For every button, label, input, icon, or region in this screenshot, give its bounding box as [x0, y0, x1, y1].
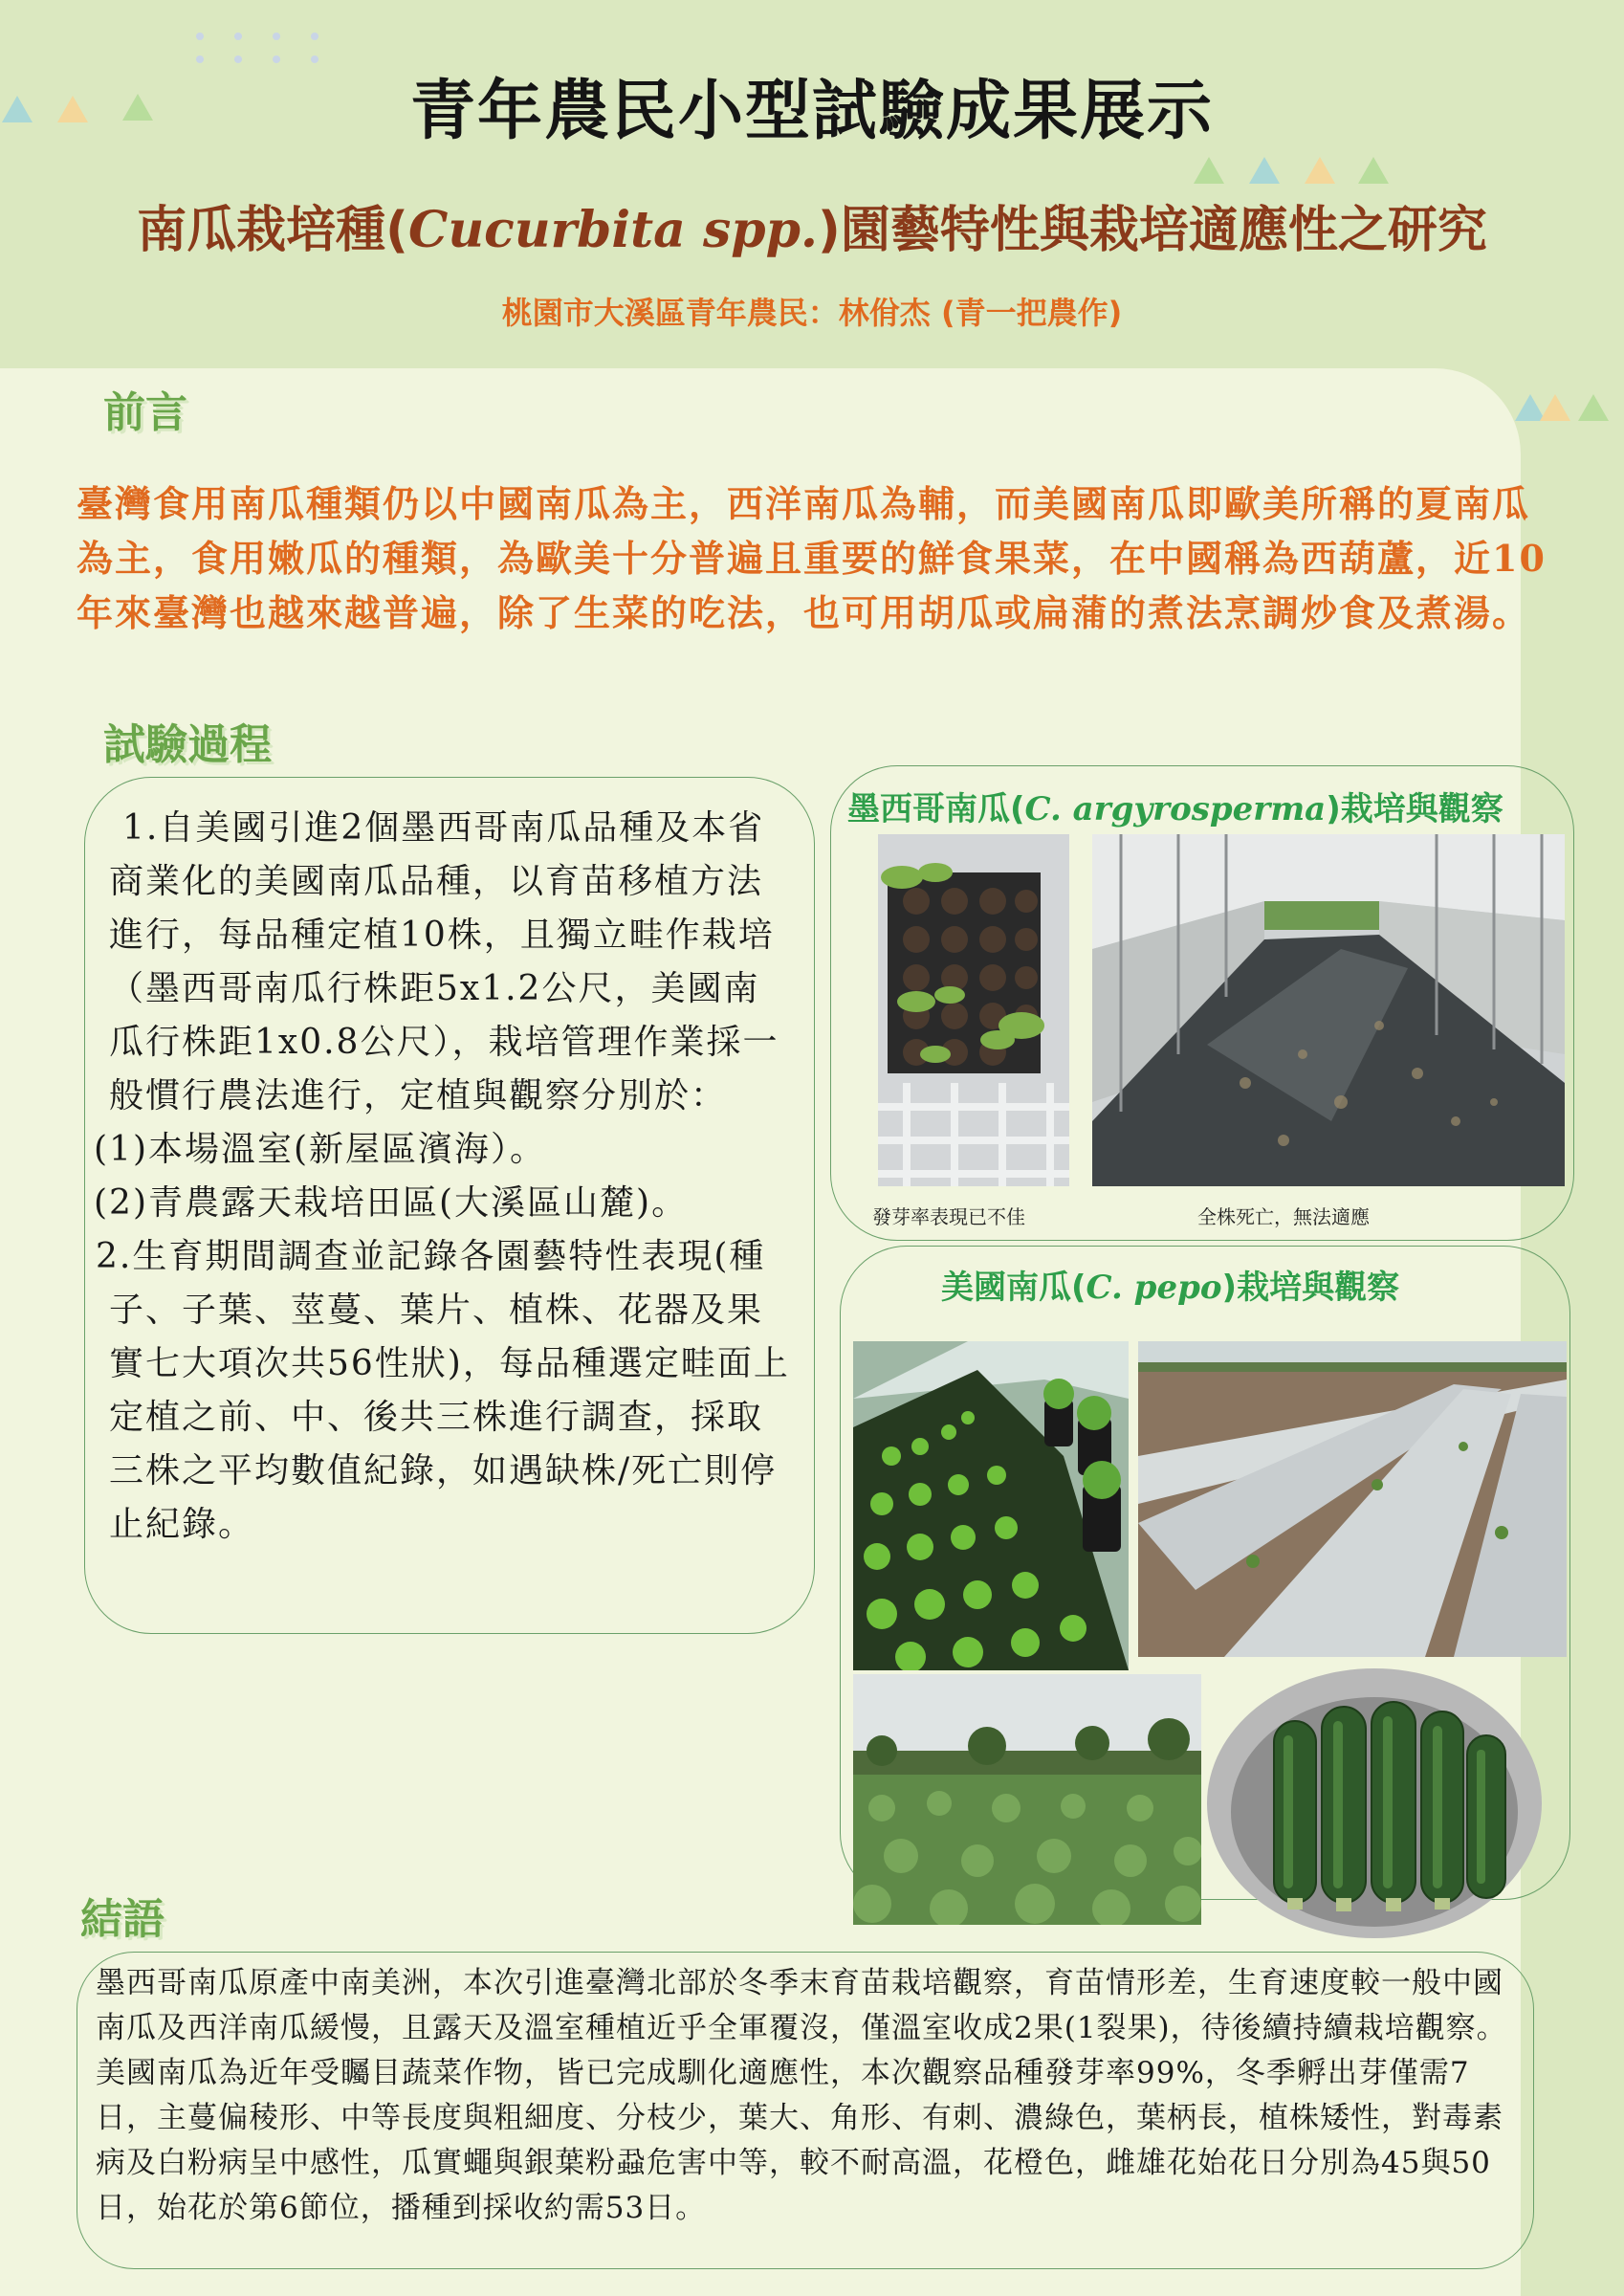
mexican-caption-left: 發芽率表現已不佳 [872, 1205, 1025, 1228]
decor-dot [311, 33, 318, 40]
process-item: (1)本場溫室(新屋區濱海）。 [94, 1130, 547, 1169]
mexican-heading: 墨西哥南瓜(C. argyrosperma)栽培與觀察 [847, 790, 1503, 828]
greenhouse-photo [1092, 834, 1565, 1186]
decor-dot [196, 33, 204, 40]
process-item: 2.生育期間調查並記錄各園藝特性表現(種子、子葉、莖蔓、葉片、植株、花器及果實七大項次共56性狀)，每品種選定畦面上定植之前、中、後共三株進行調查，採取三株之平均數值紀錄，如遇缺株/死亡則停止紀錄。 [96, 1237, 790, 1544]
mulched-beds-photo [1138, 1341, 1567, 1657]
open-field-photo [853, 1674, 1201, 1925]
intro-heading: 前言 [103, 388, 187, 437]
process-heading: 試驗過程 [103, 720, 272, 769]
author-line: 桃園市大溪區青年農民：林佾杰 (青一把農作) [501, 295, 1123, 331]
nursery-seedlings-photo [853, 1341, 1129, 1670]
process-item: (2)青農露天栽培田區(大溪區山麓)。 [94, 1183, 689, 1223]
conclusion-paragraph: 美國南瓜為近年受矚目蔬菜作物，皆已完成馴化適應性，本次觀察品種發芽率99%，冬季孵出芽僅需7日，主蔓偏稜形、中等長度與粗細度、分枝少，葉大、角形、有刺、濃綠色，葉柄長，植株矮性，對毒素病及白粉病呈中感性，瓜實蠅與銀葉粉蝨危害中等，較不耐高溫，花橙色，雌雄花始花日分別為45與50日，始花於第6節位，播種到採收約需53日。 [96, 2056, 1503, 2225]
decor-triangle [1358, 157, 1389, 184]
process-list [96, 802, 794, 1552]
decor-dot [234, 33, 242, 40]
intro-text: 臺灣食用南瓜種類仍以中國南瓜為主，西洋南瓜為輔，而美國南瓜即歐美所稱的夏南瓜為主，食用嫩瓜的種類，為歐美十分普遍且重要的鮮食果菜，在中國稱為西葫蘆，近10年來臺灣也越來越普遍，除了生菜的吃法，也可用胡瓜或扁蒲的煮法烹調炒食及煮湯。 [77, 482, 1547, 634]
decor-triangle [1578, 394, 1609, 421]
decor-triangle [1540, 394, 1570, 421]
decor-dot [273, 33, 280, 40]
decor-triangle [1249, 157, 1280, 184]
american-heading: 美國南瓜(C. pepo)栽培與觀察 [941, 1269, 1400, 1307]
conclusion-heading: 結語 [80, 1895, 165, 1944]
mexican-caption-right: 全株死亡，無法適應 [1197, 1205, 1370, 1228]
poster-title: 青年農民小型試驗成果展示 [409, 74, 1214, 149]
decor-triangle [1194, 157, 1224, 184]
poster-subtitle: 南瓜栽培種(Cucurbita spp.)園藝特性與栽培適應性之研究 [137, 201, 1487, 259]
process-item: 1.自美國引進2個墨西哥南瓜品種及本省商業化的美國南瓜品種，以育苗移植方法進行，每品種定植10株，且獨立畦作栽培（墨西哥南瓜行株距5x1.2公尺，美國南瓜行株距1x0.8公尺），栽培管理作業採一般慣行農法進行，定植與觀察分別於： [109, 808, 779, 1115]
conclusion-paragraph: 墨西哥南瓜原產中南美洲，本次引進臺灣北部於冬季末育苗栽培觀察，育苗情形差，生育速度較一般中國南瓜及西洋南瓜緩慢，且露天及溫室種植近乎全軍覆沒，僅溫室收成2果(1裂果)，待後續持續栽培觀察。 [96, 1966, 1507, 2045]
conclusion-text [96, 1961, 1511, 2231]
seedling-tray-photo [878, 834, 1069, 1186]
decor-triangle [1305, 157, 1335, 184]
zucchini-harvest-photo [1207, 1668, 1542, 1938]
